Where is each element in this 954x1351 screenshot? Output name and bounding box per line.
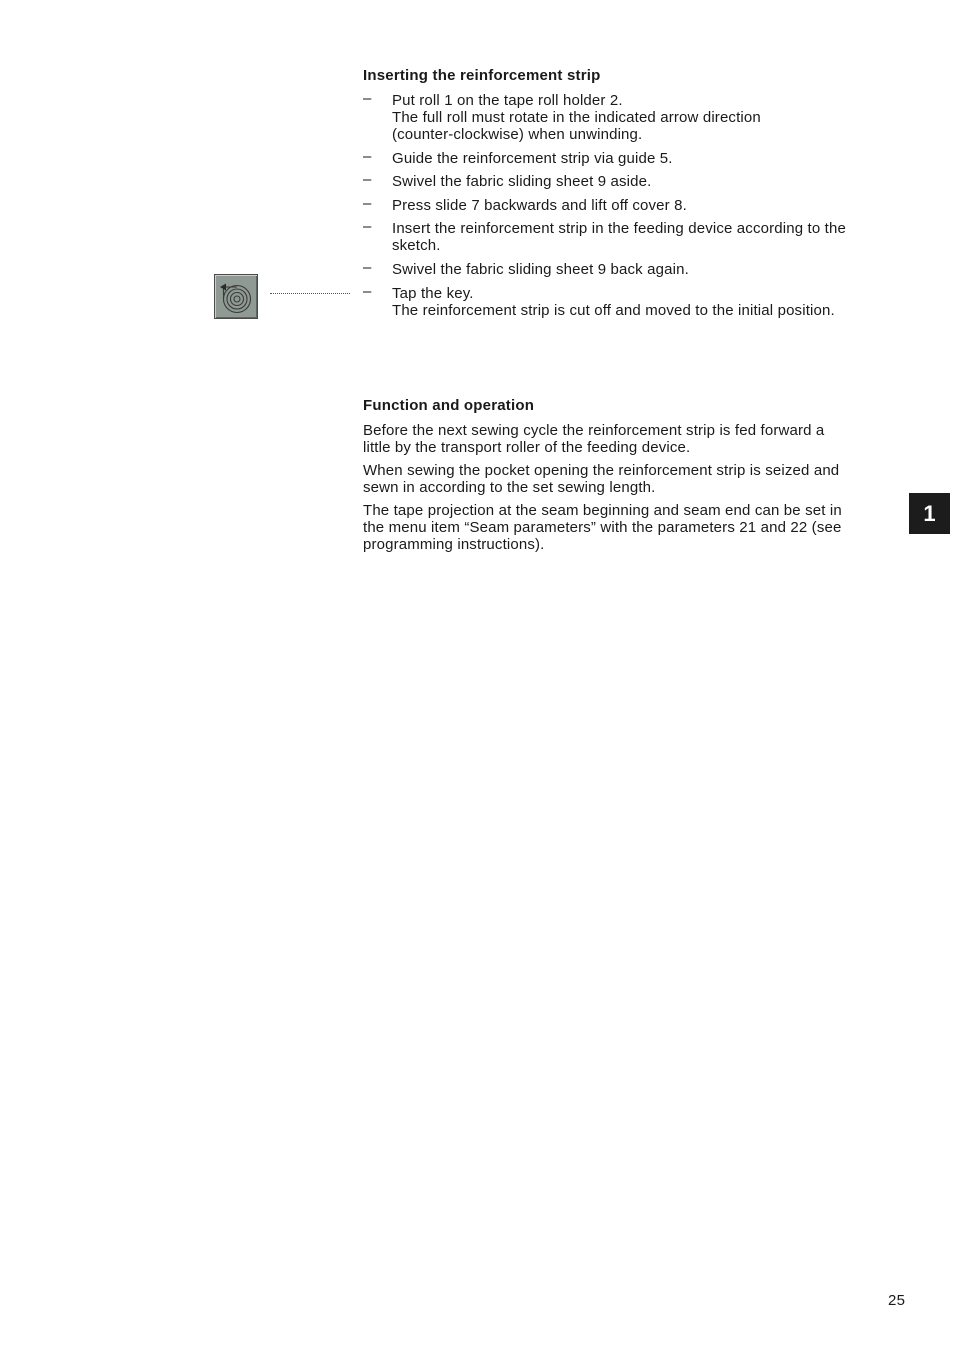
paragraph-line: The tape projection at the seam beginning and seam end can be set in: [363, 502, 842, 519]
step-line: Swivel the fabric sliding sheet 9 aside.: [392, 173, 652, 191]
step-line: sketch.: [392, 237, 441, 255]
step-dash: –: [363, 171, 372, 189]
paragraph-line: Before the next sewing cycle the reinforcement strip is fed forward a: [363, 422, 825, 439]
step-line: Swivel the fabric sliding sheet 9 back again.: [392, 260, 689, 278]
step-line: Press slide 7 backwards and lift off cover 8.: [392, 196, 687, 214]
paragraph: [363, 462, 908, 496]
paragraph-line: the menu item “Seam parameters” with the parameters 21 and 22 (see: [363, 519, 842, 536]
section-heading-function-operation: Function and operation: [363, 397, 535, 414]
step-dash: –: [363, 147, 372, 165]
instruction-step: [363, 194, 915, 214]
step-line: The full roll must rotate in the indicated arrow direction: [392, 109, 761, 126]
step-line: Put roll 1 on the tape roll holder 2.: [392, 92, 623, 109]
tape-roll-key-button[interactable]: [214, 274, 258, 319]
paragraph-line: sewn in according to the set sewing length.: [363, 479, 656, 496]
instruction-step: [363, 220, 915, 254]
paragraph-line: programming instructions).: [363, 536, 545, 553]
chapter-tab: [909, 493, 950, 534]
instruction-steps: [363, 92, 915, 325]
paragraph: [363, 502, 908, 553]
step-dash: –: [363, 282, 372, 300]
instruction-step: [363, 258, 915, 278]
instruction-step: [363, 92, 915, 143]
function-paragraphs: [363, 422, 908, 559]
instruction-step: [363, 282, 915, 319]
instruction-step: [363, 173, 915, 190]
step-line: Guide the reinforcement strip via guide 5.: [392, 149, 673, 167]
tape-roll-icon: [215, 275, 257, 318]
step-dash: –: [363, 258, 372, 276]
step-dash: –: [363, 218, 372, 236]
step-line: The reinforcement strip is cut off and moved to the initial position.: [392, 301, 835, 319]
step-dash: –: [363, 90, 372, 107]
instruction-step: [363, 147, 915, 167]
step-line: (counter-clockwise) when unwinding.: [392, 126, 643, 143]
step-line: Insert the reinforcement strip in the feeding device according to the: [392, 220, 846, 238]
paragraph: [363, 422, 908, 456]
step-line: Tap the key.: [392, 284, 474, 302]
page-number: 25: [888, 1292, 906, 1309]
key-leader-dotted-line: [270, 293, 350, 294]
step-dash: –: [363, 194, 372, 212]
paragraph-line: little by the transport roller of the feeding device.: [363, 439, 691, 456]
paragraph-line: When sewing the pocket opening the reinforcement strip is seized and: [363, 462, 840, 479]
chapter-number: 1: [923, 500, 936, 526]
section-heading-inserting-strip: Inserting the reinforcement strip: [363, 67, 601, 84]
